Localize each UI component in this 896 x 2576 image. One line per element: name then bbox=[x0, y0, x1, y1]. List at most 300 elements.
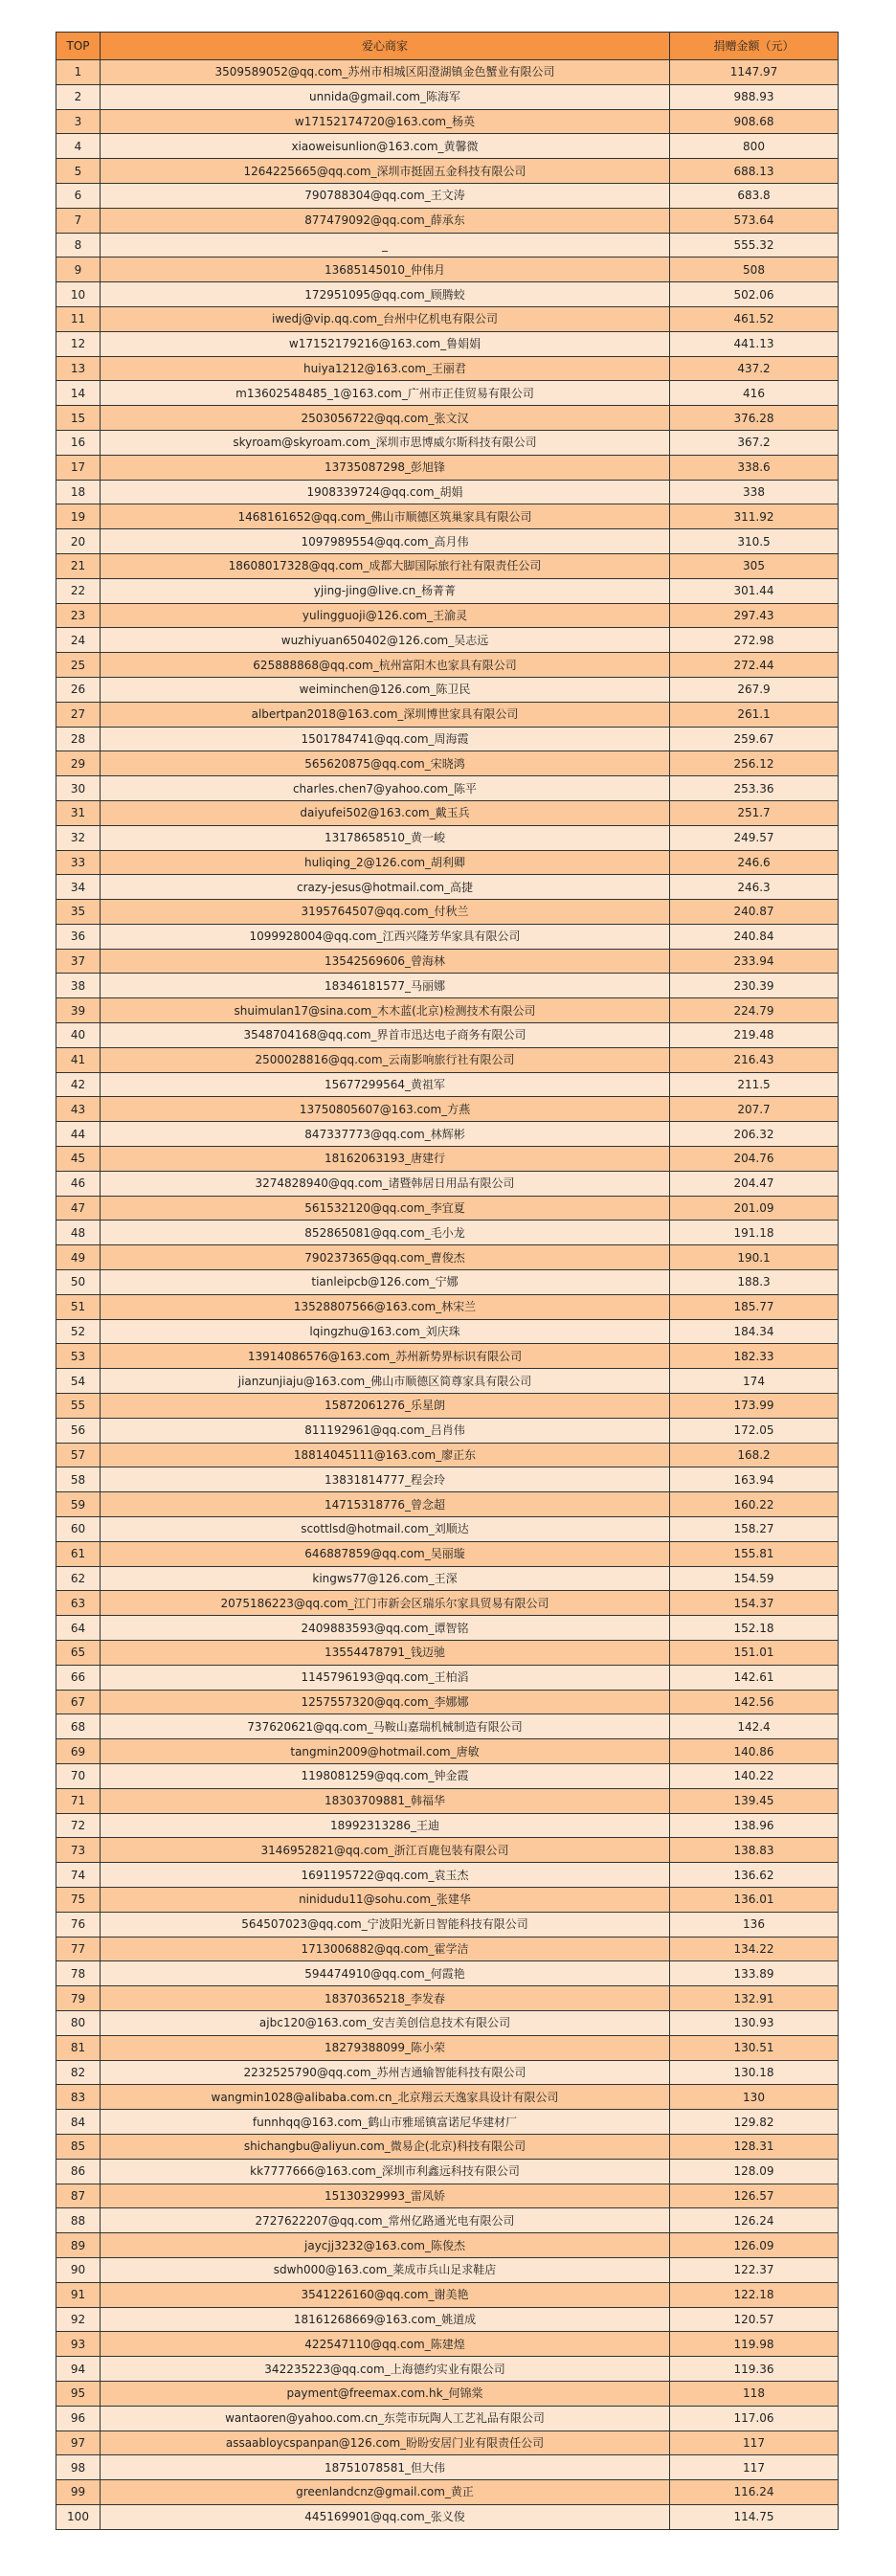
amount-cell: 130.51 bbox=[670, 2035, 839, 2060]
amount-cell: 338.6 bbox=[670, 455, 839, 480]
merchant-cell: wantaoren@yahoo.com.cn_东莞市玩陶人工艺礼品有限公司 bbox=[101, 2406, 670, 2430]
merchant-cell: 18162063193_唐建行 bbox=[101, 1147, 670, 1172]
amount-cell: 272.98 bbox=[670, 628, 839, 653]
table-row bbox=[56, 1813, 839, 1838]
merchant-cell: 18608017328@qq.com_成都大脚国际旅行社有限责任公司 bbox=[101, 553, 670, 578]
table-row bbox=[56, 1838, 839, 1863]
table-row bbox=[56, 406, 839, 431]
rank-cell: 9 bbox=[56, 258, 101, 282]
table-row bbox=[56, 1147, 839, 1172]
table-row bbox=[56, 727, 839, 751]
donation-ranking-table-container bbox=[56, 32, 838, 2530]
merchant-cell: 13542569606_曾海林 bbox=[101, 949, 670, 974]
rank-cell: 53 bbox=[56, 1344, 101, 1369]
rank-cell: 17 bbox=[56, 455, 101, 480]
merchant-cell: daiyufei502@163.com_戴玉兵 bbox=[101, 800, 670, 825]
merchant-cell: 15872061276_乐星朗 bbox=[101, 1394, 670, 1419]
rank-cell: 47 bbox=[56, 1196, 101, 1221]
amount-cell: 172.05 bbox=[670, 1418, 839, 1443]
table-row bbox=[56, 2332, 839, 2357]
table-row bbox=[56, 1122, 839, 1147]
table-row bbox=[56, 1394, 839, 1419]
amount-cell: 138.96 bbox=[670, 1813, 839, 1838]
amount-cell: 688.13 bbox=[670, 159, 839, 184]
merchant-cell: 18279388099_陈小荣 bbox=[101, 2035, 670, 2060]
amount-cell: 800 bbox=[670, 134, 839, 159]
table-row bbox=[56, 2035, 839, 2060]
rank-cell: 72 bbox=[56, 1813, 101, 1838]
amount-cell: 310.5 bbox=[670, 529, 839, 554]
merchant-cell: assaabloycspanpan@126.com_盼盼安居门业有限责任公司 bbox=[101, 2430, 670, 2455]
table-row bbox=[56, 1937, 839, 1961]
rank-cell: 5 bbox=[56, 159, 101, 184]
rank-cell: 49 bbox=[56, 1245, 101, 1270]
merchant-cell: 1691195722@qq.com_袁玉杰 bbox=[101, 1863, 670, 1888]
rank-cell: 39 bbox=[56, 998, 101, 1023]
amount-cell: 216.43 bbox=[670, 1047, 839, 1072]
rank-cell: 8 bbox=[56, 233, 101, 258]
merchant-cell: 13750805607@163.com_方燕 bbox=[101, 1097, 670, 1122]
amount-cell: 437.2 bbox=[670, 356, 839, 381]
table-row bbox=[56, 1986, 839, 2011]
rank-cell: 59 bbox=[56, 1492, 101, 1517]
amount-cell: 376.28 bbox=[670, 406, 839, 431]
amount-cell: 246.6 bbox=[670, 850, 839, 875]
amount-cell: 297.43 bbox=[670, 603, 839, 628]
rank-cell: 54 bbox=[56, 1369, 101, 1394]
table-row bbox=[56, 2257, 839, 2282]
merchant-cell: 18161268669@163.com_姚道成 bbox=[101, 2307, 670, 2332]
amount-cell: 152.18 bbox=[670, 1616, 839, 1641]
merchant-cell: skyroam@skyroam.com_深圳市思博威尔斯科技有限公司 bbox=[101, 430, 670, 455]
amount-cell: 136.01 bbox=[670, 1887, 839, 1912]
amount-cell: 117 bbox=[670, 2455, 839, 2480]
amount-cell: 190.1 bbox=[670, 1245, 839, 1270]
merchant-cell: 342235223@qq.com_上海德约实业有限公司 bbox=[101, 2357, 670, 2382]
merchant-cell: 646887859@qq.com_吴丽璇 bbox=[101, 1541, 670, 1566]
rank-cell: 74 bbox=[56, 1863, 101, 1888]
amount-cell: 441.13 bbox=[670, 331, 839, 356]
table-row bbox=[56, 2504, 839, 2529]
table-row bbox=[56, 974, 839, 998]
table-row bbox=[56, 1072, 839, 1097]
table-row bbox=[56, 1467, 839, 1492]
merchant-cell: 790788304@qq.com_王文涛 bbox=[101, 183, 670, 208]
rank-cell: 69 bbox=[56, 1739, 101, 1764]
table-row bbox=[56, 1418, 839, 1443]
table-row bbox=[56, 1294, 839, 1319]
merchant-cell: 1099928004@qq.com_江西兴隆芳华家具有限公司 bbox=[101, 924, 670, 949]
table-row bbox=[56, 134, 839, 159]
amount-cell: 240.87 bbox=[670, 900, 839, 925]
rank-cell: 75 bbox=[56, 1887, 101, 1912]
amount-cell: 502.06 bbox=[670, 282, 839, 307]
table-row bbox=[56, 1443, 839, 1467]
merchant-cell: 2503056722@qq.com_张文汉 bbox=[101, 406, 670, 431]
rank-cell: 31 bbox=[56, 800, 101, 825]
merchant-cell: jianzunjiaju@163.com_佛山市顺德区简尊家具有限公司 bbox=[101, 1369, 670, 1394]
rank-cell: 34 bbox=[56, 875, 101, 900]
table-row bbox=[56, 653, 839, 678]
amount-cell: 259.67 bbox=[670, 727, 839, 751]
donation-ranking-table bbox=[56, 32, 839, 2530]
amount-cell: 185.77 bbox=[670, 1294, 839, 1319]
table-row bbox=[56, 2307, 839, 2332]
merchant-cell: tangmin2009@hotmail.com_唐敏 bbox=[101, 1739, 670, 1764]
amount-cell: 908.68 bbox=[670, 109, 839, 134]
table-row bbox=[56, 258, 839, 282]
merchant-cell: 1145796193@qq.com_王柏滔 bbox=[101, 1665, 670, 1690]
rank-cell: 26 bbox=[56, 677, 101, 702]
amount-cell: 163.94 bbox=[670, 1467, 839, 1492]
amount-cell: 338 bbox=[670, 480, 839, 504]
merchant-cell: w17152179216@163.com_鲁娟娟 bbox=[101, 331, 670, 356]
table-row bbox=[56, 1863, 839, 1888]
table-row bbox=[56, 2406, 839, 2430]
merchant-cell: 15677299564_黄祖军 bbox=[101, 1072, 670, 1097]
amount-cell: 224.79 bbox=[670, 998, 839, 1023]
table-row bbox=[56, 1591, 839, 1616]
table-row bbox=[56, 1541, 839, 1566]
table-row bbox=[56, 578, 839, 603]
table-row bbox=[56, 2060, 839, 2085]
table-row bbox=[56, 1196, 839, 1221]
rank-cell: 21 bbox=[56, 553, 101, 578]
amount-cell: 508 bbox=[670, 258, 839, 282]
merchant-cell: _ bbox=[101, 233, 670, 258]
table-row bbox=[56, 1221, 839, 1245]
merchant-cell: 2232525790@qq.com_苏州吉通输智能科技有限公司 bbox=[101, 2060, 670, 2085]
table-row bbox=[56, 455, 839, 480]
table-row bbox=[56, 529, 839, 554]
merchant-cell: 3274828940@qq.com_诸暨韩居日用品有限公司 bbox=[101, 1171, 670, 1196]
amount-cell: 182.33 bbox=[670, 1344, 839, 1369]
header-amount: 捐赠金额（元） bbox=[670, 33, 839, 60]
rank-cell: 16 bbox=[56, 430, 101, 455]
table-row bbox=[56, 1270, 839, 1295]
rank-cell: 43 bbox=[56, 1097, 101, 1122]
rank-cell: 91 bbox=[56, 2282, 101, 2307]
table-row bbox=[56, 1171, 839, 1196]
amount-cell: 573.64 bbox=[670, 208, 839, 233]
merchant-cell: 2409883593@qq.com_谭智铭 bbox=[101, 1616, 670, 1641]
merchant-cell: ninidudu11@sohu.com_张建华 bbox=[101, 1887, 670, 1912]
rank-cell: 14 bbox=[56, 381, 101, 406]
merchant-cell: 1198081259@qq.com_钟金霞 bbox=[101, 1763, 670, 1788]
merchant-cell: 2075186223@qq.com_江门市新会区瑞乐尔家具贸易有限公司 bbox=[101, 1591, 670, 1616]
merchant-cell: 14715318776_曾念超 bbox=[101, 1492, 670, 1517]
table-row bbox=[56, 1788, 839, 1813]
merchant-cell: lqingzhu@163.com_刘庆珠 bbox=[101, 1319, 670, 1344]
rank-cell: 50 bbox=[56, 1270, 101, 1295]
merchant-cell: yjing-jing@live.cn_杨菁菁 bbox=[101, 578, 670, 603]
table-row bbox=[56, 1763, 839, 1788]
merchant-cell: tianleipcb@126.com_宁娜 bbox=[101, 1270, 670, 1295]
amount-cell: 211.5 bbox=[670, 1072, 839, 1097]
merchant-cell: iwedj@vip.qq.com_台州中亿机电有限公司 bbox=[101, 306, 670, 331]
amount-cell: 119.98 bbox=[670, 2332, 839, 2357]
merchant-cell: 18346181577_马丽娜 bbox=[101, 974, 670, 998]
amount-cell: 158.27 bbox=[670, 1517, 839, 1542]
merchant-cell: scottlsd@hotmail.com_刘顺达 bbox=[101, 1517, 670, 1542]
table-row bbox=[56, 2159, 839, 2184]
merchant-cell: 3541226160@qq.com_谢美艳 bbox=[101, 2282, 670, 2307]
merchant-cell: ajbc120@163.com_安吉美创信息技术有限公司 bbox=[101, 2010, 670, 2035]
merchant-cell: kk7777666@163.com_深圳市利鑫远科技有限公司 bbox=[101, 2159, 670, 2184]
amount-cell: 132.91 bbox=[670, 1986, 839, 2011]
merchant-cell: 561532120@qq.com_李宜夏 bbox=[101, 1196, 670, 1221]
table-row bbox=[56, 183, 839, 208]
merchant-cell: crazy-jesus@hotmail.com_高捷 bbox=[101, 875, 670, 900]
rank-cell: 51 bbox=[56, 1294, 101, 1319]
amount-cell: 256.12 bbox=[670, 751, 839, 776]
table-row bbox=[56, 480, 839, 504]
merchant-cell: 625888868@qq.com_杭州富阳木也家具有限公司 bbox=[101, 653, 670, 678]
table-row bbox=[56, 306, 839, 331]
merchant-cell: yulingguoji@126.com_王渝灵 bbox=[101, 603, 670, 628]
rank-cell: 66 bbox=[56, 1665, 101, 1690]
rank-cell: 57 bbox=[56, 1443, 101, 1467]
merchant-cell: 737620621@qq.com_马鞍山嘉瑞机械制造有限公司 bbox=[101, 1714, 670, 1739]
merchant-cell: 852865081@qq.com_毛小龙 bbox=[101, 1221, 670, 1245]
merchant-cell: 18814045111@163.com_廖正东 bbox=[101, 1443, 670, 1467]
amount-cell: 367.2 bbox=[670, 430, 839, 455]
merchant-cell: kingws77@126.com_王深 bbox=[101, 1566, 670, 1591]
table-row bbox=[56, 949, 839, 974]
merchant-cell: 13735087298_彭旭锋 bbox=[101, 455, 670, 480]
rank-cell: 4 bbox=[56, 134, 101, 159]
merchant-cell: 3509589052@qq.com_苏州市相城区阳澄湖镇金色蟹业有限公司 bbox=[101, 60, 670, 85]
rank-cell: 82 bbox=[56, 2060, 101, 2085]
merchant-cell: 18370365218_李发春 bbox=[101, 1986, 670, 2011]
rank-cell: 41 bbox=[56, 1047, 101, 1072]
rank-cell: 36 bbox=[56, 924, 101, 949]
table-row bbox=[56, 825, 839, 850]
amount-cell: 246.3 bbox=[670, 875, 839, 900]
header-rank: TOP bbox=[56, 33, 101, 60]
rank-cell: 24 bbox=[56, 628, 101, 653]
rank-cell: 48 bbox=[56, 1221, 101, 1245]
rank-cell: 73 bbox=[56, 1838, 101, 1863]
table-row bbox=[56, 2357, 839, 2382]
table-row bbox=[56, 800, 839, 825]
amount-cell: 233.94 bbox=[670, 949, 839, 974]
merchant-cell: 594474910@qq.com_何霞艳 bbox=[101, 1961, 670, 1986]
merchant-cell: 811192961@qq.com_吕肖伟 bbox=[101, 1418, 670, 1443]
rank-cell: 63 bbox=[56, 1591, 101, 1616]
table-row bbox=[56, 356, 839, 381]
table-row bbox=[56, 1714, 839, 1739]
rank-cell: 55 bbox=[56, 1394, 101, 1419]
table-row bbox=[56, 2110, 839, 2135]
table-row bbox=[56, 109, 839, 134]
merchant-cell: 445169901@qq.com_张义俊 bbox=[101, 2504, 670, 2529]
merchant-cell: 13914086576@163.com_苏州新势界标识有限公司 bbox=[101, 1344, 670, 1369]
rank-cell: 27 bbox=[56, 702, 101, 727]
merchant-cell: 2727622207@qq.com_常州亿路通光电有限公司 bbox=[101, 2208, 670, 2233]
merchant-cell: charles.chen7@yahoo.com_陈平 bbox=[101, 776, 670, 801]
rank-cell: 90 bbox=[56, 2257, 101, 2282]
merchant-cell: weiminchen@126.com_陈卫民 bbox=[101, 677, 670, 702]
rank-cell: 2 bbox=[56, 84, 101, 109]
rank-cell: 92 bbox=[56, 2307, 101, 2332]
amount-cell: 155.81 bbox=[670, 1541, 839, 1566]
merchant-cell: 13685145010_仲伟月 bbox=[101, 258, 670, 282]
table-row bbox=[56, 159, 839, 184]
rank-cell: 13 bbox=[56, 356, 101, 381]
table-row bbox=[56, 282, 839, 307]
table-row bbox=[56, 677, 839, 702]
rank-cell: 94 bbox=[56, 2357, 101, 2382]
merchant-cell: 422547110@qq.com_陈建煌 bbox=[101, 2332, 670, 2357]
table-row bbox=[56, 60, 839, 85]
rank-cell: 1 bbox=[56, 60, 101, 85]
merchant-cell: xiaoweisunlion@163.com_黄馨微 bbox=[101, 134, 670, 159]
rank-cell: 42 bbox=[56, 1072, 101, 1097]
rank-cell: 23 bbox=[56, 603, 101, 628]
rank-cell: 71 bbox=[56, 1788, 101, 1813]
amount-cell: 122.37 bbox=[670, 2257, 839, 2282]
rank-cell: 10 bbox=[56, 282, 101, 307]
header-merchant: 爱心商家 bbox=[101, 33, 670, 60]
amount-cell: 134.22 bbox=[670, 1937, 839, 1961]
merchant-cell: 1257557320@qq.com_李娜娜 bbox=[101, 1690, 670, 1714]
table-row bbox=[56, 2480, 839, 2505]
rank-cell: 85 bbox=[56, 2134, 101, 2159]
amount-cell: 261.1 bbox=[670, 702, 839, 727]
rank-cell: 33 bbox=[56, 850, 101, 875]
table-row bbox=[56, 850, 839, 875]
amount-cell: 301.44 bbox=[670, 578, 839, 603]
rank-cell: 87 bbox=[56, 2184, 101, 2208]
merchant-cell: 13831814777_程会玲 bbox=[101, 1467, 670, 1492]
table-row bbox=[56, 1690, 839, 1714]
rank-cell: 84 bbox=[56, 2110, 101, 2135]
amount-cell: 119.36 bbox=[670, 2357, 839, 2382]
merchant-cell: albertpan2018@163.com_深圳博世家具有限公司 bbox=[101, 702, 670, 727]
amount-cell: 206.32 bbox=[670, 1122, 839, 1147]
amount-cell: 230.39 bbox=[670, 974, 839, 998]
amount-cell: 251.7 bbox=[670, 800, 839, 825]
amount-cell: 201.09 bbox=[670, 1196, 839, 1221]
amount-cell: 416 bbox=[670, 381, 839, 406]
rank-cell: 61 bbox=[56, 1541, 101, 1566]
table-row bbox=[56, 2430, 839, 2455]
table-row bbox=[56, 924, 839, 949]
rank-cell: 60 bbox=[56, 1517, 101, 1542]
rank-cell: 56 bbox=[56, 1418, 101, 1443]
amount-cell: 168.2 bbox=[670, 1443, 839, 1467]
merchant-cell: m13602548485_1@163.com_广州市正佳贸易有限公司 bbox=[101, 381, 670, 406]
rank-cell: 89 bbox=[56, 2233, 101, 2258]
merchant-cell: wangmin1028@alibaba.com.cn_北京翔云天逸家具设计有限公司 bbox=[101, 2085, 670, 2110]
amount-cell: 140.22 bbox=[670, 1763, 839, 1788]
amount-cell: 555.32 bbox=[670, 233, 839, 258]
amount-cell: 142.56 bbox=[670, 1690, 839, 1714]
merchant-cell: huliqing_2@126.com_胡利卿 bbox=[101, 850, 670, 875]
rank-cell: 97 bbox=[56, 2430, 101, 2455]
merchant-cell: sdwh000@163.com_莱成市兵山足求鞋店 bbox=[101, 2257, 670, 2282]
merchant-cell: 565620875@qq.com_宋晓鸿 bbox=[101, 751, 670, 776]
amount-cell: 130.18 bbox=[670, 2060, 839, 2085]
amount-cell: 219.48 bbox=[670, 1023, 839, 1048]
table-row bbox=[56, 2455, 839, 2480]
amount-cell: 151.01 bbox=[670, 1641, 839, 1666]
table-row bbox=[56, 1616, 839, 1641]
table-row bbox=[56, 1369, 839, 1394]
amount-cell: 138.83 bbox=[670, 1838, 839, 1863]
rank-cell: 95 bbox=[56, 2381, 101, 2406]
amount-cell: 240.84 bbox=[670, 924, 839, 949]
amount-cell: 136 bbox=[670, 1912, 839, 1937]
table-row bbox=[56, 603, 839, 628]
rank-cell: 38 bbox=[56, 974, 101, 998]
rank-cell: 83 bbox=[56, 2085, 101, 2110]
merchant-cell: funnhqq@163.com_鹤山市雅瑶镇富诺尼华建材厂 bbox=[101, 2110, 670, 2135]
table-row bbox=[56, 2282, 839, 2307]
rank-cell: 46 bbox=[56, 1171, 101, 1196]
rank-cell: 12 bbox=[56, 331, 101, 356]
table-row bbox=[56, 1245, 839, 1270]
table-row bbox=[56, 553, 839, 578]
merchant-cell: 1097989554@qq.com_高月伟 bbox=[101, 529, 670, 554]
merchant-cell: 13554478791_钱迈驰 bbox=[101, 1641, 670, 1666]
merchant-cell: 1713006882@qq.com_霍学洁 bbox=[101, 1937, 670, 1961]
rank-cell: 62 bbox=[56, 1566, 101, 1591]
rank-cell: 96 bbox=[56, 2406, 101, 2430]
merchant-cell: 18751078581_但大伟 bbox=[101, 2455, 670, 2480]
rank-cell: 3 bbox=[56, 109, 101, 134]
rank-cell: 77 bbox=[56, 1937, 101, 1961]
table-row bbox=[56, 2184, 839, 2208]
rank-cell: 19 bbox=[56, 504, 101, 529]
rank-cell: 65 bbox=[56, 1641, 101, 1666]
rank-cell: 79 bbox=[56, 1986, 101, 2011]
table-row bbox=[56, 1961, 839, 1986]
amount-cell: 461.52 bbox=[670, 306, 839, 331]
rank-cell: 99 bbox=[56, 2480, 101, 2505]
merchant-cell: 13178658510_黄一峻 bbox=[101, 825, 670, 850]
table-row bbox=[56, 1566, 839, 1591]
table-row bbox=[56, 1344, 839, 1369]
amount-cell: 305 bbox=[670, 553, 839, 578]
amount-cell: 249.57 bbox=[670, 825, 839, 850]
merchant-cell: 18303709881_韩福华 bbox=[101, 1788, 670, 1813]
table-row bbox=[56, 1319, 839, 1344]
rank-cell: 70 bbox=[56, 1763, 101, 1788]
merchant-cell: wuzhiyuan650402@126.com_吴志远 bbox=[101, 628, 670, 653]
rank-cell: 40 bbox=[56, 1023, 101, 1048]
table-row bbox=[56, 1517, 839, 1542]
amount-cell: 128.31 bbox=[670, 2134, 839, 2159]
rank-cell: 52 bbox=[56, 1319, 101, 1344]
amount-cell: 204.47 bbox=[670, 1171, 839, 1196]
amount-cell: 142.4 bbox=[670, 1714, 839, 1739]
merchant-cell: 1501784741@qq.com_周海霞 bbox=[101, 727, 670, 751]
table-header-row bbox=[56, 33, 839, 60]
amount-cell: 1147.97 bbox=[670, 60, 839, 85]
merchant-cell: shichangbu@aliyun.com_微易企(北京)科技有限公司 bbox=[101, 2134, 670, 2159]
table-row bbox=[56, 1023, 839, 1048]
amount-cell: 126.57 bbox=[670, 2184, 839, 2208]
merchant-cell: 3146952821@qq.com_浙江百鹿包装有限公司 bbox=[101, 1838, 670, 1863]
table-row bbox=[56, 1641, 839, 1666]
table-row bbox=[56, 331, 839, 356]
amount-cell: 116.24 bbox=[670, 2480, 839, 2505]
table-row bbox=[56, 2208, 839, 2233]
rank-cell: 76 bbox=[56, 1912, 101, 1937]
table-row bbox=[56, 1739, 839, 1764]
